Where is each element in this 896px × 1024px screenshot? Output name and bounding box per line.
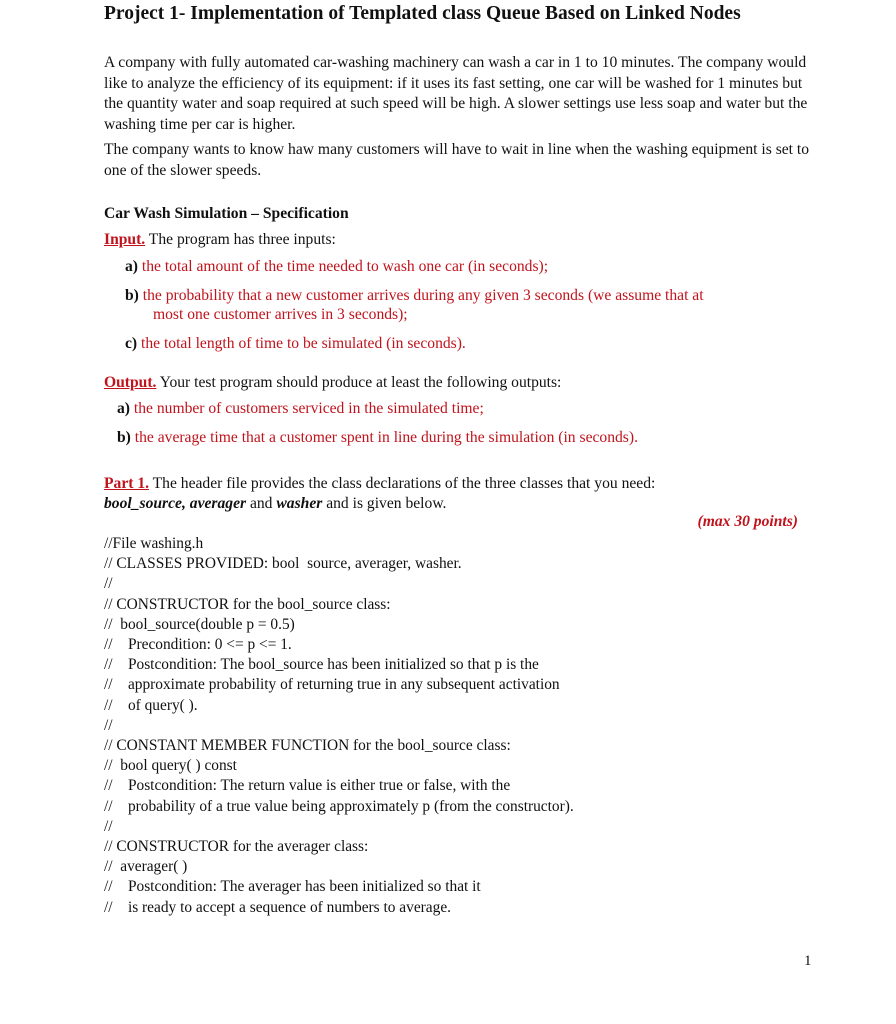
page-title: Project 1- Implementation of Templated class Queue Based on Linked Nodes [104,3,741,24]
code-line: // approximate probability of returning true in any subsequent activation [104,676,560,694]
input-item-a: a) the total amount of the time needed to wash one car (in seconds); [125,258,549,275]
code-line: // CLASSES PROVIDED: bool source, averager, washer. [104,555,462,573]
part1-line [104,474,655,494]
output-label: Output. [104,374,157,391]
code-line: // probability of a true value being approximately p (from the constructor). [104,797,574,815]
input-line [104,230,336,250]
input-item-b: b) the probability that a new customer arrives during any given 3 seconds (we assume that at [125,287,704,304]
code-line: // Precondition: 0 <= p <= 1. [104,636,292,653]
input-item-b-cont: most one customer arrives in 3 seconds); [153,306,408,323]
intro-paragraph-1: A company with fully automated car-washing machinery can wash a car in 1 to 10 minutes. The company would like to analyze the efficiency of its equipment: if it uses its fast setting, one car will be washed for 1 minutes but the quantity water and soap required at such speed will be high. A slower settings use less soap and water but the washing time per car is higher. [104,54,808,133]
output-line [104,373,561,393]
code-line: // [104,575,113,593]
part1-label: Part 1. [104,475,150,492]
code-line: // bool_source(double p = 0.5) [104,615,295,633]
part1-text: The header file provides the class declarations of the three classes that you need: [149,475,656,492]
output-item-b: b) the average time that a customer spent in line during the simulation (in seconds). [117,429,638,446]
points-label: (max 30 points) [697,513,798,530]
intro-paragraph-2: The company wants to know haw many customers will have to wait in line when the washing equipment is set to one of the slower speeds. [104,141,810,179]
code-line: // bool query( ) const [104,757,237,775]
part1-classes: bool_source, averager [104,495,247,512]
code-line: // CONSTRUCTOR for the averager class: [104,838,369,855]
input-label: Input. [104,231,146,248]
code-line: // is ready to accept a sequence of numbers to average. [104,898,451,916]
code-line: // Postcondition: The return value is either true or false, with the [104,777,511,795]
code-line: // CONSTRUCTOR for the bool_source class: [104,595,391,613]
code-line: // Postcondition: The bool_source has been initialized so that p is the [104,656,539,674]
code-line: // averager( ) [104,858,188,876]
part1-washer: washer [276,495,323,512]
input-item-c: c) the total length of time to be simulated (in seconds). [125,335,466,352]
page-number: 1 [804,953,812,969]
code-line: // [104,716,113,734]
code-line: // CONSTANT MEMBER FUNCTION for the bool_source class: [104,737,511,754]
output-item-a: a) the number of customers serviced in the simulated time; [117,400,484,417]
code-line: // Postcondition: The averager has been initialized so that it [104,878,481,896]
part1-classes-line: bool_source, averager and washer and is given below. [104,495,447,512]
code-line: //File washing.h [104,535,204,552]
output-text: Your test program should produce at least the following outputs: [156,374,562,391]
spec-heading: Car Wash Simulation – Specification [104,205,349,222]
input-text: The program has three inputs: [145,231,336,248]
code-line: // [104,817,113,835]
code-line: // of query( ). [104,696,198,714]
